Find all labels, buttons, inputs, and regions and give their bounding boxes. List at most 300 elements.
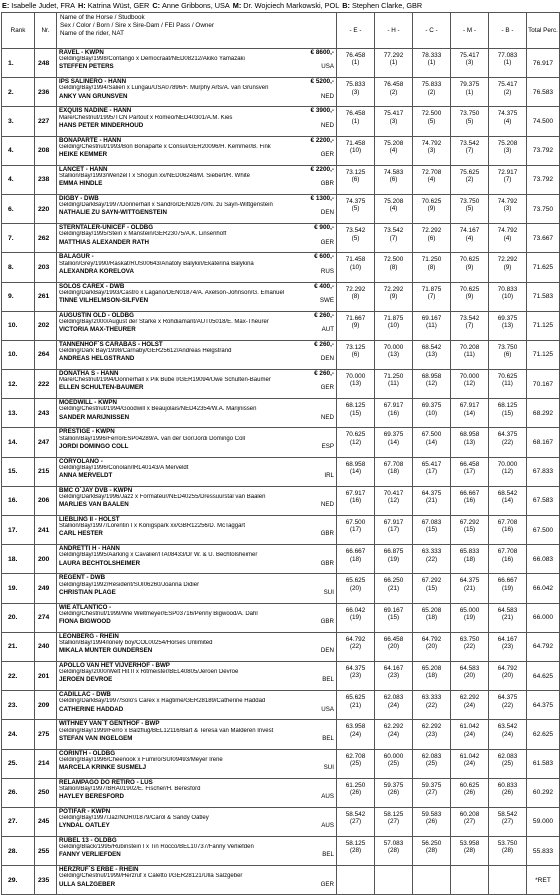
total-percent: 68.167 [527,428,560,457]
horse-name: PRESTIGE - KWPN [59,428,115,436]
score-rank: (12) [463,380,476,388]
horse-cell [57,194,337,223]
table-row [2,194,560,223]
judge-e-score [337,457,375,486]
rider-name: MARCELA KRINKE SUSMELJ [59,763,147,771]
judge-b-score [489,457,527,486]
score-rank: (7) [465,322,474,330]
score-rank: (19) [387,555,400,563]
score-value: 70.000 [497,460,518,468]
rider-name: STEFFEN PETERS [59,63,114,71]
rider-nation: DEN [320,355,334,363]
rank-cell: 3. [2,107,35,136]
table-row [2,807,560,836]
horse-details: Stallion/Grey/1990/Raskat/RUS00643/Anatoly Balykin/Ekaterina Balykina [59,260,254,267]
prize-money: € 400,- [314,282,334,290]
judge-c-score [413,545,451,574]
score-rank: (16) [501,555,514,563]
horse-name: LIEBLING II - HOLST [59,516,120,523]
total-percent: 64.792 [527,632,560,661]
rider-nation: NED [320,501,334,509]
score-rank: (1) [389,59,398,67]
score-rank: (6) [351,351,360,359]
score-rank: (9) [465,292,474,300]
judge-h-score [375,866,413,895]
score-value: 69.167 [421,314,442,322]
score-value: 63.333 [421,694,442,702]
table-row [2,370,560,399]
judge-b-score [489,340,527,369]
horse-details: Gelding/DarkBay/1997/Solo's Carex x Ragtime/GER28189/Catherine Haddad [59,698,266,705]
total-percent: 73.792 [527,165,560,194]
score-rank: (17) [463,468,476,476]
judge-c-score [413,574,451,603]
judge-m-score [451,136,489,165]
score-value: 75.833 [421,81,442,89]
score-rank: (27) [463,818,476,826]
rank-cell: 26. [2,778,35,807]
score-value: 71.458 [345,139,366,147]
horse-cell [57,165,337,194]
horse-name: BONAPARTE - HANN [59,136,122,144]
judge-c-score [413,399,451,428]
score-rank: (24) [501,730,514,738]
total-percent: 66.042 [527,574,560,603]
horse-cell [57,136,337,165]
score-value: 79.375 [459,81,480,89]
score-rank: (26) [349,789,362,797]
judge-b-score [489,165,527,194]
judge-e-score [337,136,375,165]
judge-b-header: - B - [489,13,527,49]
judge-e-score [337,165,375,194]
rank-header: Rank [2,13,35,49]
score-rank: (7) [503,176,512,184]
nr-cell: 203 [35,253,57,282]
score-value: 74.792 [497,227,518,235]
score-rank: (21) [463,584,476,592]
rider-nation: NED [320,413,334,421]
nr-cell: 245 [35,807,57,836]
score-value: 66.042 [345,606,366,614]
score-rank: (4) [427,176,436,184]
table-row [2,691,560,720]
judge-b-score [489,574,527,603]
judge-h-score [375,720,413,749]
judge-c-score [413,866,451,895]
horse-cell [57,807,337,836]
score-rank: (17) [387,526,400,534]
horse-details: Gelding/Bay/1997/Jaz/NOR01879/Carol & Sandy Oatley [59,815,209,822]
rank-cell: 28. [2,837,35,866]
score-value: 60.833 [497,781,518,789]
score-rank: (28) [501,847,514,855]
judge-c-score [413,720,451,749]
judge-e-score [337,866,375,895]
score-rank: (13) [463,438,476,446]
horse-details: Gelding/Chestnut/1999/Wie Weltmeyer/ESP03716/Penny Bigwood/A. Dahl [59,610,258,617]
judge-b-score [489,224,527,253]
horse-name: RUBEL 13 - OLDBG [59,837,117,845]
score-value: 75.833 [345,81,366,89]
judge-b-score [489,311,527,340]
rider-nation: IRL [324,472,334,480]
score-value: 73.542 [459,139,480,147]
judge-e-score [337,370,375,399]
score-rank: (18) [425,613,438,621]
table-row [2,457,560,486]
rider-nation: GER [320,238,334,246]
score-value: 64.167 [497,635,518,643]
rank-cell: 19. [2,574,35,603]
judge-e-score [337,778,375,807]
judge-m-score [451,370,489,399]
score-value: 70.625 [345,431,366,439]
judge-c-header: - C - [413,13,451,49]
horse-cell [57,253,337,282]
nr-cell: 275 [35,720,57,749]
score-value: 65.625 [345,577,366,585]
rider-nation: GER [320,384,334,392]
judge-e-score [337,399,375,428]
judge-b-score [489,661,527,690]
rider-name: LYNDAL OATLEY [59,822,110,830]
judge-name: Katrina Wüst, GER [87,1,150,10]
table-row [2,574,560,603]
nr-cell: 201 [35,661,57,690]
score-rank: (22) [501,701,514,709]
judge-m-score [451,807,489,836]
score-rank: (20) [349,584,362,592]
rank-cell: 15. [2,457,35,486]
score-value: 70.833 [497,285,518,293]
judge-m-score [451,866,489,895]
judge-h-score [375,340,413,369]
judge-b-score [489,282,527,311]
score-rank: (3) [503,205,512,213]
horse-name: REGENT - DWB [59,574,106,582]
score-rank: (7) [465,146,474,154]
judge-m-score [451,49,489,78]
table-row [2,661,560,690]
judge-c-score [413,486,451,515]
judge-b-score [489,866,527,895]
nr-cell: 235 [35,866,57,895]
nr-cell: 264 [35,340,57,369]
total-percent: 64.625 [527,661,560,690]
judge-position: M: [232,1,242,10]
judge-m-score [451,340,489,369]
score-rank: (21) [501,613,514,621]
rider-nation: USA [321,705,334,713]
judge-c-score [413,632,451,661]
score-rank: (1) [351,59,360,67]
horse-cell [57,720,337,749]
judge-h-score [375,574,413,603]
total-percent: 71.625 [527,253,560,282]
total-percent: 55.833 [527,837,560,866]
judge-c-score [413,253,451,282]
results-body [2,49,560,895]
score-rank: (28) [463,847,476,855]
rider-name: ULLA SALZGEBER [59,880,116,888]
rank-cell: 10. [2,311,35,340]
horse-name: EXQUIS NADINE - HANN [59,107,132,115]
judge-m-score [451,78,489,107]
score-rank: (23) [349,672,362,680]
rider-nation: GBR [320,559,334,567]
score-rank: (21) [387,584,400,592]
prize-money: € 600,- [314,253,334,261]
total-percent: 73.750 [527,194,560,223]
score-value: 60.208 [459,810,480,818]
judge-m-score [451,691,489,720]
score-value: 60.000 [383,752,404,760]
horse-details: Gelding/Bay/1995/Stein x Manstein/GER23075/A.K. Linsenhoff [59,231,227,238]
prize-money: € 5200,- [310,78,334,86]
rider-nation: BEL [322,734,334,742]
score-value: 62.083 [383,694,404,702]
score-value: 72.292 [497,256,518,264]
score-rank: (2) [503,88,512,96]
judge-e-score [337,253,375,282]
horse-name: TANNENHOF´S CARABAS - HOLST [59,340,163,348]
score-value: 76.458 [383,81,404,89]
total-percent: 60.292 [527,778,560,807]
table-row [2,49,560,78]
horse-name: LANCET - HANN [59,165,108,173]
rank-cell: 18. [2,545,35,574]
score-rank: (18) [349,555,362,563]
total-percent: 67.833 [527,457,560,486]
score-value: 67.708 [497,519,518,526]
rider-name: TINNE VILHELMSON-SILFVEN [59,296,149,304]
judge-e-score [337,282,375,311]
score-value: 66.667 [497,577,518,585]
rider-nation: GER [320,880,334,888]
score-rank: (24) [387,730,400,738]
score-rank: (8) [351,292,360,300]
score-value: 62.292 [383,723,404,731]
judge-h-score [375,545,413,574]
horse-cell [57,574,337,603]
judge-b-score [489,632,527,661]
rank-cell: 10. [2,340,35,369]
score-rank: (15) [425,526,438,534]
score-rank: (19) [463,613,476,621]
judge-c-score [413,807,451,836]
total-percent: 59.000 [527,807,560,836]
judge-b-score [489,107,527,136]
horse-name: CORYOLANO - [59,457,103,465]
score-rank: (24) [463,701,476,709]
judge-c-score [413,49,451,78]
judge-position: B: [342,1,350,10]
judge-m-score [451,837,489,866]
score-rank: (7) [389,234,398,242]
judge-h-score [375,78,413,107]
judge-h-score [375,691,413,720]
judge-b-score [489,78,527,107]
score-rank: (10) [501,292,514,300]
total-percent: 73.792 [527,136,560,165]
rider-name: JORDI DOMINGO COLL [59,442,129,450]
score-rank: (25) [501,759,514,767]
nr-header: Nr. [35,13,57,49]
score-value: 71.875 [383,314,404,322]
score-rank: (26) [387,789,400,797]
score-value: 61.250 [345,781,366,789]
score-rank: (18) [387,468,400,476]
judge-name: Isabelle Judet, FRA [11,1,75,10]
rider-name: ANDREAS HELGSTRAND [59,355,135,363]
judge-b-score [489,253,527,282]
judge-b-score [489,720,527,749]
horse-name: MOEDWILL - KWPN [59,399,117,407]
prize-money: € 260,- [314,370,334,378]
score-value: 71.250 [421,256,442,264]
rank-cell: 29. [2,866,35,895]
score-value: 64.583 [497,606,518,614]
rank-cell: 13. [2,399,35,428]
score-rank: (11) [464,351,475,359]
horse-name: WIE ATLANTICO - [59,603,112,611]
judge-e-score [337,807,375,836]
horse-cell [57,486,337,515]
total-percent: 76.583 [527,78,560,107]
rider-nation: AUS [321,822,334,830]
prize-money: € 260,- [314,311,334,319]
judge-m-score [451,428,489,457]
score-value: 59.583 [421,810,442,818]
score-value: 70.625 [421,197,442,205]
score-value: 68.958 [345,460,366,468]
judge-h-score [375,49,413,78]
score-value: 61.042 [459,752,480,760]
rider-nation: USA [321,63,334,71]
score-rank: (17) [425,468,438,476]
rank-cell: 22. [2,661,35,690]
score-value: 66.667 [345,548,366,556]
score-rank: (16) [463,497,476,505]
score-rank: (5) [351,234,360,242]
score-rank: (5) [465,205,474,213]
rider-name: MATTHIAS ALEXANDER RATH [59,238,149,246]
score-rank: (6) [389,176,398,184]
horse-name: BMC O´JAY DVB - KWPN [59,486,133,494]
judge-h-score [375,457,413,486]
horse-cell [57,49,337,78]
score-value: 68.125 [345,402,366,410]
judge-h-score [375,194,413,223]
table-row [2,720,560,749]
nr-cell: 227 [35,107,57,136]
horse-details: Gelding/Bay/2000/August der Starke x Rohdiamant/AUT05018/E. Max-Theurer [59,318,269,325]
nr-cell: 249 [35,574,57,603]
horse-header-line: Sex / Color / Born / Sire x Sire-Dam / FEI Pass / Owner [60,22,214,29]
nr-cell: 274 [35,603,57,632]
score-rank: (5) [465,117,474,125]
score-rank: (9) [427,205,436,213]
score-value: 67.917 [383,402,404,410]
judge-c-score [413,661,451,690]
judge-m-score [451,749,489,778]
score-value: 57.083 [383,840,404,848]
score-rank: (15) [425,584,438,592]
total-percent: 70.167 [527,370,560,399]
horse-cell [57,603,337,632]
horse-details: Gelding/Bay/1992/Resident/SUI06260/Joanna Didier [59,581,200,588]
judge-m-score [451,253,489,282]
nr-cell: 206 [35,486,57,515]
score-rank: (12) [349,438,362,446]
score-rank: (2) [465,176,474,184]
score-value: 72.500 [383,256,404,264]
score-rank: (4) [503,117,512,125]
nr-cell: 220 [35,194,57,223]
score-value: 58.125 [345,840,366,848]
score-value: 68.958 [421,373,442,381]
score-value: 65.208 [421,606,442,614]
horse-details: Stallion/Bay/1993/Wenzel I x Shogun xx/NED06248/M. Siebert/R. White [59,172,250,179]
rider-nation: BEL [322,676,334,684]
rank-cell: 12. [2,370,35,399]
rider-nation: GBR [320,617,334,625]
score-rank: (20) [425,643,438,651]
score-value: 64.375 [497,694,518,702]
score-rank: (11) [502,380,513,388]
judge-h-score [375,370,413,399]
score-value: 70.417 [383,489,404,497]
horse-details: Gelding/Chestnut/1999/Herzruf x Caletto I/GER28121/Ulla Salzgeber [59,873,243,880]
score-rank: (3) [465,59,474,67]
horse-cell [57,749,337,778]
score-rank: (23) [387,672,400,680]
score-value: 59.375 [383,781,404,789]
horse-cell [57,661,337,690]
score-rank: (25) [387,759,400,767]
rank-cell: 17. [2,516,35,545]
judge-e-score [337,311,375,340]
nr-cell: 215 [35,457,57,486]
total-percent: 62.625 [527,720,560,749]
horse-details: Gelding/Bay/1998/Contango x Democraat/NED08212/Akiko Yamazaki [59,56,245,63]
score-value: 68.125 [497,402,518,410]
rider-nation: BEL [322,851,334,859]
judge-b-score [489,49,527,78]
score-value: 73.750 [497,343,518,351]
horse-name: DONATHA S - HANN [59,370,119,378]
score-rank: (28) [387,847,400,855]
judge-h-score [375,516,413,545]
score-rank: (28) [349,847,362,855]
rank-cell: 25. [2,749,35,778]
rider-name: MIKALA MÜNTER GUNDERSEN [59,647,153,655]
score-value: 67.083 [421,519,442,526]
score-value: 75.417 [497,81,518,89]
rider-nation: GER [320,150,334,158]
judge-c-score [413,165,451,194]
score-value: 77.292 [383,52,404,59]
score-rank: (20) [501,672,514,680]
score-rank: (26) [501,789,514,797]
score-value: 53.750 [497,840,518,848]
score-value: 73.750 [459,197,480,205]
score-rank: (1) [427,59,436,67]
judge-m-score [451,194,489,223]
score-value: 65.417 [421,460,442,468]
score-value: 75.208 [383,197,404,205]
